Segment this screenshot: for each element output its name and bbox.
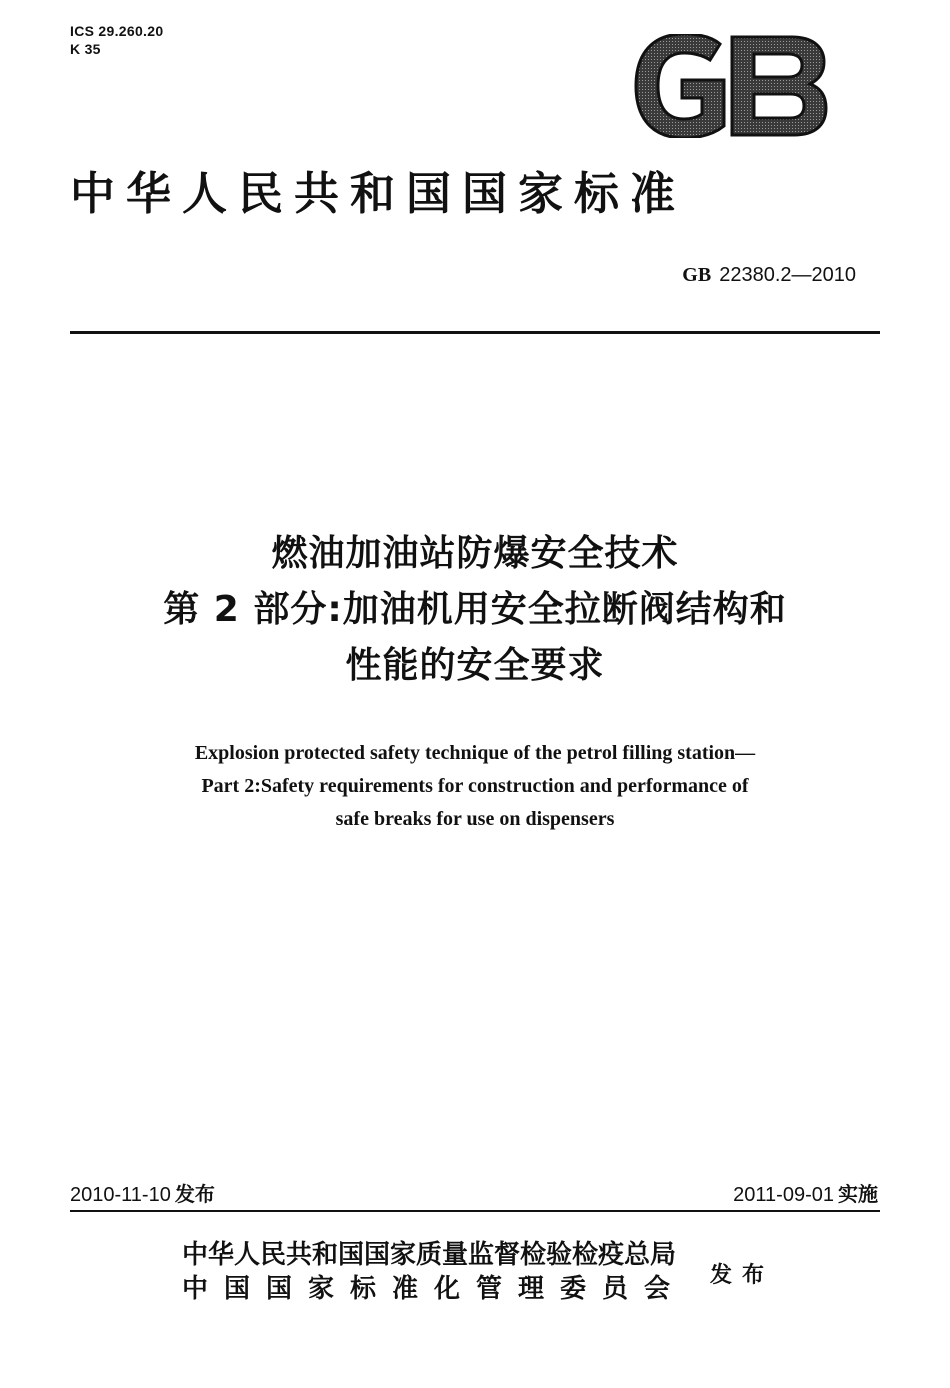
chinese-title-line-1: 燃油加油站防爆安全技术 — [271, 533, 679, 574]
english-title — [0, 737, 950, 836]
issue-date-value: 2010-11-10 — [70, 1184, 171, 1206]
english-title-line-1: Explosion protected safety technique of the petrol filling station— — [194, 742, 756, 764]
national-standard-title: 中华人民共和国国家标准 — [70, 167, 687, 220]
chinese-title-line-3: 性能的安全要求 — [345, 645, 605, 686]
chinese-title — [0, 526, 950, 694]
ics-code: ICS 29.260.20 — [70, 23, 164, 39]
standard-prefix: GB — [682, 264, 712, 286]
top-divider — [70, 331, 880, 334]
ccs-code: K 35 — [70, 41, 101, 57]
logo-letter-b — [732, 37, 826, 135]
implementation-date — [733, 1180, 878, 1209]
chinese-title-line-2: 第 2 部分:加油机用安全拉断阀结构和 — [163, 589, 787, 630]
issue-date-label: 发布 — [174, 1182, 215, 1206]
gb-logo — [632, 34, 828, 138]
publish-label: 发布 — [710, 1262, 775, 1288]
issuer-sac: 中国国家标准化管理委员会 — [182, 1274, 687, 1304]
issuing-organizations — [182, 1238, 686, 1306]
classification-codes — [70, 22, 163, 58]
logo-letter-g — [636, 34, 724, 138]
bottom-divider — [70, 1210, 880, 1212]
implementation-date-value: 2011-09-01 — [733, 1184, 834, 1206]
standard-number — [682, 262, 856, 288]
english-title-line-3: safe breaks for use on dispensers — [335, 808, 615, 830]
standard-code: 22380.2—2010 — [719, 264, 856, 286]
issuer-aqsiq: 中华人民共和国国家质量监督检验检疫总局 — [182, 1240, 677, 1270]
implementation-date-label: 实施 — [838, 1182, 878, 1206]
issue-date — [70, 1180, 215, 1209]
english-title-line-2: Part 2:Safety requirements for construction and performance of — [201, 775, 749, 797]
